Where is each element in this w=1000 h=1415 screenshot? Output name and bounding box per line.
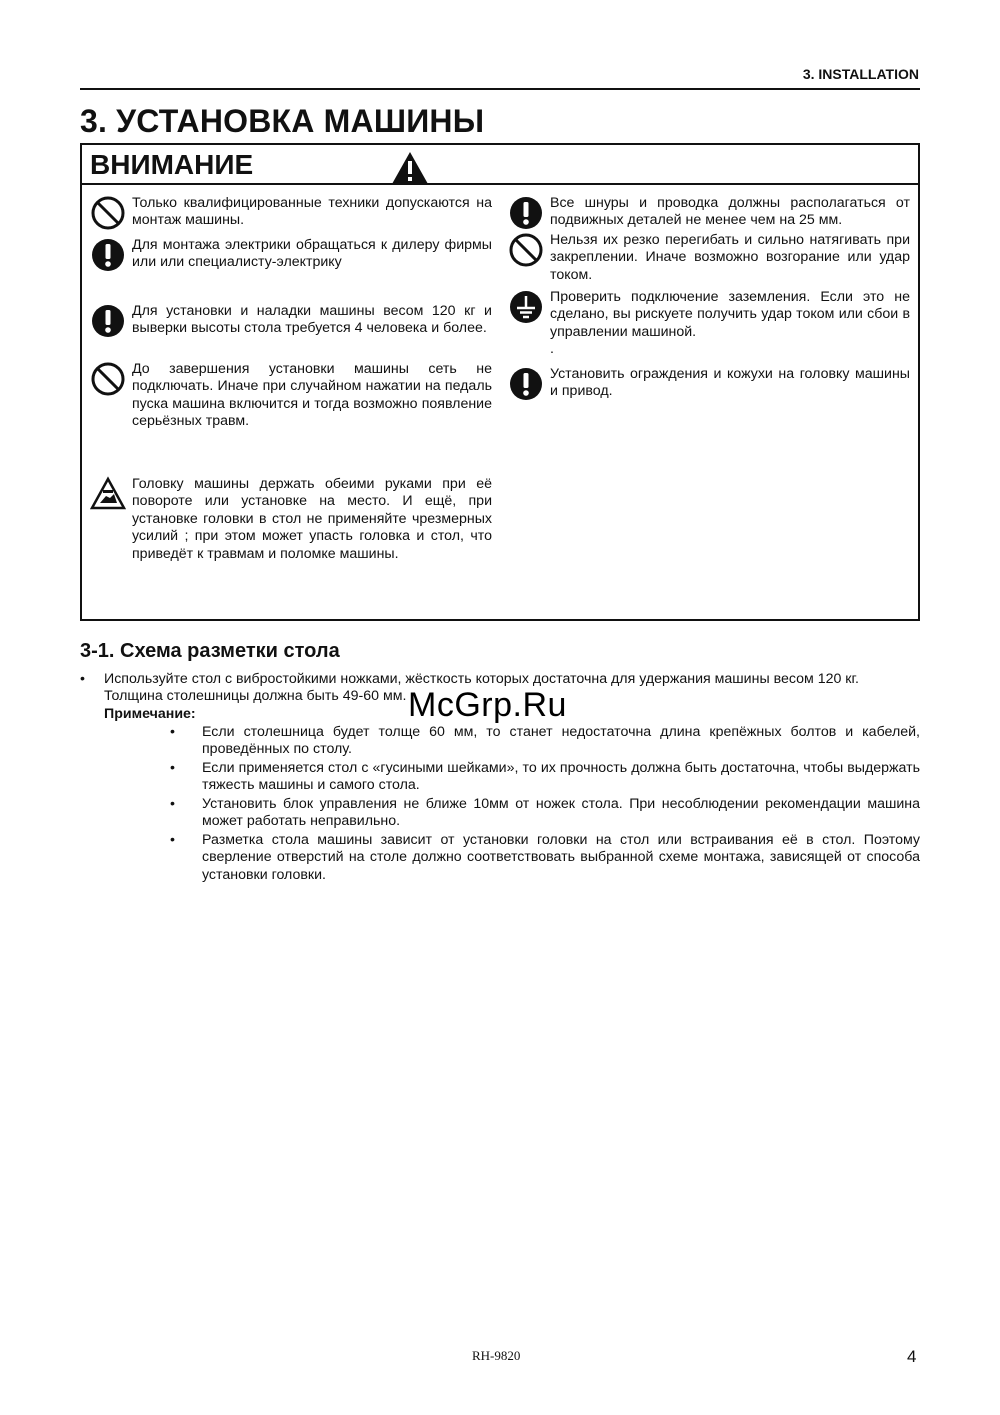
bullet-dot: • — [170, 832, 175, 848]
ground-icon — [508, 289, 544, 325]
hand-injury-warning-icon — [90, 476, 126, 512]
prohibition-icon — [90, 195, 126, 231]
header-rule — [80, 88, 920, 90]
chapter-title: 3. УСТАНОВКА МАШИНЫ — [80, 103, 485, 139]
bullet-dot: • — [170, 760, 175, 776]
warning-text: Все шнуры и проводка должны располагаться от подвижных деталей не менее чем на 25 мм. — [550, 195, 910, 229]
mandatory-action-icon — [90, 303, 126, 339]
note-text: Разметка стола машины зависит от установки головки на стол или встраивания её в стол. Поэтому сверление отверстий на столе должно соответствовать выбранной схеме монтажа, зависящей от способа установки головки. — [202, 832, 920, 883]
warning-text: . — [550, 341, 554, 357]
section-title: 3-1. Схема разметки стола — [80, 640, 340, 662]
note-text: Если применяется стол с «гусиными шейками», то их прочность должна быть достаточна, чтобы выдержать тяжесть машины и самого стола. — [202, 760, 920, 794]
running-header: 3. INSTALLATION — [802, 66, 919, 82]
warning-text: Для монтажа электрики обращаться к дилеру фирмы или или специалисту-электрику — [132, 237, 492, 271]
warning-text: До завершения установки машины сеть не подключать. Иначе при случайном нажатии на педаль пуска машина включится и тогда возможно появление серьёзных травм. — [132, 361, 492, 430]
mandatory-action-icon — [90, 237, 126, 273]
mandatory-action-icon — [508, 366, 544, 402]
bullet-dot: • — [80, 671, 85, 687]
note-label: Примечание: — [104, 706, 196, 722]
warning-text: Только квалифицированные техники допускаются на монтаж машины. — [132, 195, 492, 229]
warning-box — [80, 143, 920, 621]
prohibition-icon — [508, 232, 544, 268]
warning-text: Установить ограждения и кожухи на головку машины и привод. — [550, 366, 910, 400]
bullet-dot: • — [170, 724, 175, 740]
note-text: Если столешница будет толще 60 мм, то станет недостаточна длина крепёжных болтов и кабелей, проведённых по столу. — [202, 724, 920, 758]
mandatory-action-icon — [508, 195, 544, 231]
bullet-dot: • — [170, 796, 175, 812]
bullet-text: Используйте стол с вибростойкими ножками, жёсткость которых достаточна для удержания машины весом 120 кг. Толщина столешницы должна быть 49-60 мм. — [104, 671, 859, 705]
warning-title: ВНИМАНИЕ — [90, 149, 254, 180]
warning-text: Нельзя их резко перегибать и сильно натягивать при закреплении. Иначе возможно возгорание или удар током. — [550, 232, 910, 283]
warning-text: Проверить подключение заземления. Если это не сделано, вы рискуете получить удар током или сбои в управлении машиной. — [550, 289, 910, 340]
warning-text: Головку машины держать обеими руками при её повороте или установке на место. И ещё, при установке головки в стол не применяйте чрезмерных усилий ; при этом может упасть головка и стол, что приведёт к травмам и поломке машины. — [132, 476, 492, 562]
page-number: 4 — [907, 1347, 917, 1366]
warning-triangle-icon — [390, 150, 430, 186]
warning-text: Для установки и наладки машины весом 120 кг и выверки высоты стола требуется 4 человека и более. — [132, 303, 492, 337]
warning-header — [82, 145, 918, 185]
note-text: Установить блок управления не ближе 10мм от ножек стола. При несоблюдении рекомендации машина может работать неправильно. — [202, 796, 920, 830]
watermark: McGrp.Ru — [408, 686, 567, 724]
footer-model: RH-9820 — [472, 1348, 521, 1363]
prohibition-icon — [90, 361, 126, 397]
